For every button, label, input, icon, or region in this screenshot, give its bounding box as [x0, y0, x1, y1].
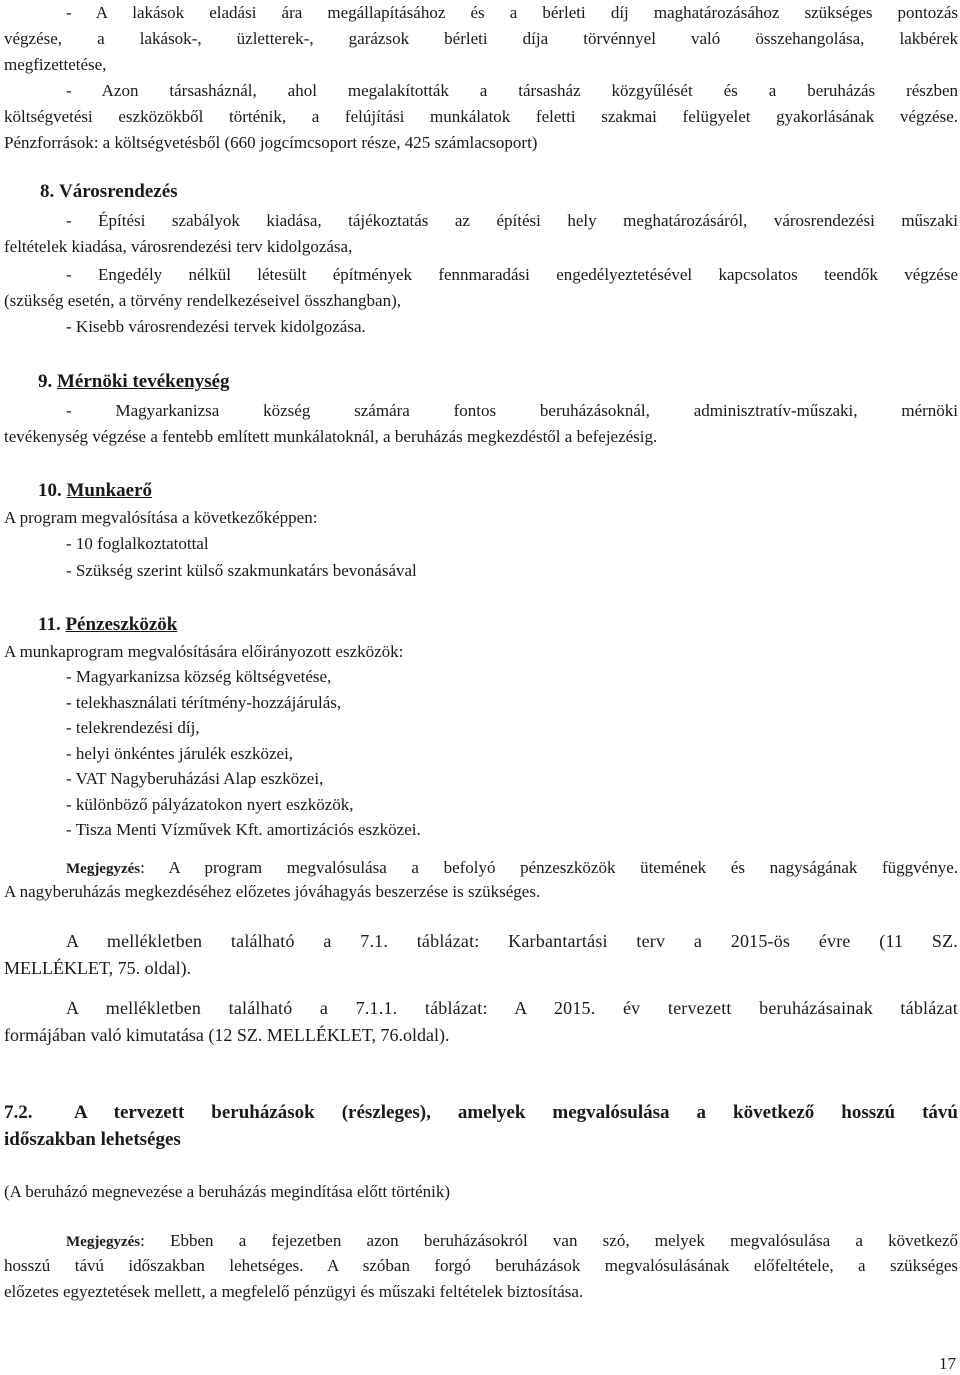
note-1-line-1 — [4, 857, 958, 880]
section-11-line-1: A munkaprogram megvalósítására előirányozott eszközök: — [4, 642, 404, 661]
section-7-2-number: 7.2. — [4, 1102, 33, 1123]
section-7-2-heading — [4, 1102, 958, 1123]
section-10-number: 10. — [38, 480, 62, 501]
note-2-label: Megjegyzés — [66, 1234, 141, 1250]
section-8-title: Városrendezés — [59, 181, 178, 202]
section-10-title: Munkaerő — [66, 480, 152, 501]
section-8-line-2: feltételek kiadása, városrendezési terv kidolgozása, — [4, 237, 353, 256]
note-2-text: : Ebben a fejezetben azon beruházásokról van szó, melyek megvalósulása a következő — [140, 1231, 958, 1250]
section-9-line-2: tevékenység végzése a fentebb említett munkálatoknál, a beruházás megkezdéstől a befejezésig. — [4, 427, 658, 446]
list-item: - VAT Nagyberuházási Alap eszközei, — [66, 769, 324, 788]
intro-line-1: - A lakások eladási ára megállapításához és a bérleti díj maghatározásához szükséges pontozás — [66, 3, 958, 22]
reference-2-line-2: formájában való kimutatása (12 SZ. MELLÉKLET, 76.oldal). — [4, 1025, 450, 1045]
note-1-text: : A program megvalósulása a befolyó pénzeszközök ütemének és nagyságának függvénye. — [140, 858, 958, 877]
section-9-title: Mérnöki tevékenység — [57, 371, 230, 392]
intro-line-4: - Azon társasháznál, ahol megalakították a társasház közgyűlését és a beruházás részben — [66, 81, 958, 100]
note-2-line-2: hosszú távú időszakban lehetséges. A szóban forgó beruházások megvalósulásának előfeltétele, a szükséges — [4, 1256, 958, 1275]
section-7-2-subtitle: (A beruházó megnevezése a beruházás megindítása előtt történik) — [4, 1182, 451, 1201]
intro-line-3: megfizettetése, — [4, 55, 107, 74]
section-8-heading — [40, 181, 960, 202]
section-8-number: 8. — [40, 181, 55, 202]
page-number: 17 — [939, 1354, 956, 1373]
list-item: - Tisza Menti Vízművek Kft. amortizációs eszközei. — [66, 820, 421, 839]
section-9-heading — [38, 371, 960, 392]
section-8-line-5: - Kisebb városrendezési tervek kidolgozása. — [66, 317, 366, 336]
reference-1-line-1: A mellékletben található a 7.1. táblázat: Karbantartási terv a 2015-ös évre (11 SZ. — [66, 931, 958, 951]
section-9-number: 9. — [38, 371, 53, 392]
section-10-line-2: - 10 foglalkoztatottal — [66, 534, 209, 553]
intro-funding-line: Pénzforrások: a költségvetésből (660 jogcímcsoport része, 425 számlacsoport) — [4, 133, 538, 152]
reference-2-line-1: A mellékletben található a 7.1.1. táblázat: A 2015. év tervezett beruházásainak táblázat — [66, 998, 958, 1018]
list-item: - telekhasználati térítmény-hozzájárulás, — [66, 693, 342, 712]
list-item: - helyi önkéntes járulék eszközei, — [66, 744, 294, 763]
section-11-number: 11. — [38, 614, 61, 635]
note-1-label: Megjegyzés — [66, 861, 141, 877]
reference-1-line-2: MELLÉKLET, 75. oldal). — [4, 958, 192, 978]
section-7-2-title-line-1: A tervezett beruházások (részleges), amelyek megvalósulása a következő hosszú távú — [74, 1102, 958, 1123]
section-11-title: Pénzeszközök — [65, 614, 178, 635]
note-1-line-2: A nagyberuházás megkezdéséhez előzetes jóváhagyás beszerzése is szükséges. — [4, 882, 541, 901]
section-8-line-1: - Építési szabályok kiadása, tájékoztatás az építési hely meghatározásáról, városrendezési műszaki — [66, 211, 958, 230]
section-11-heading — [38, 614, 960, 635]
intro-line-5: költségvetési eszközökből történik, a felújítási munkálatok feletti szakmai felügyelet gyakorlásának végzése. — [4, 107, 958, 126]
section-10-line-3: - Szükség szerint külső szakmunkatárs bevonásával — [66, 561, 417, 580]
section-8-line-4: (szükség esetén, a törvény rendelkezéseivel összhangban), — [4, 291, 401, 310]
list-item: - különböző pályázatokon nyert eszközök, — [66, 795, 354, 814]
section-8-line-3: - Engedély nélkül létesült építmények fennmaradási engedélyeztetésével kapcsolatos teendők végzése — [66, 265, 958, 284]
note-2-line-1 — [4, 1230, 958, 1253]
list-item: - Magyarkanizsa község költségvetése, — [66, 667, 332, 686]
section-7-2-title-line-2: időszakban lehetséges — [4, 1129, 181, 1150]
section-9-line-1: - Magyarkanizsa község számára fontos beruházásoknál, adminisztratív-műszaki, mérnöki — [66, 401, 958, 420]
list-item: - telekrendezési díj, — [66, 718, 200, 737]
section-10-heading — [38, 480, 960, 501]
section-10-line-1: A program megvalósítása a következőképpen: — [4, 508, 318, 527]
intro-line-2: végzése, a lakások-, üzletterek-, garázsok bérleti díja törvénnyel való összehangolása, lakbérek — [4, 29, 958, 48]
note-2-line-3: előzetes egyeztetések mellett, a megfelelő pénzügyi és műszaki feltételek biztosítása. — [4, 1282, 584, 1301]
